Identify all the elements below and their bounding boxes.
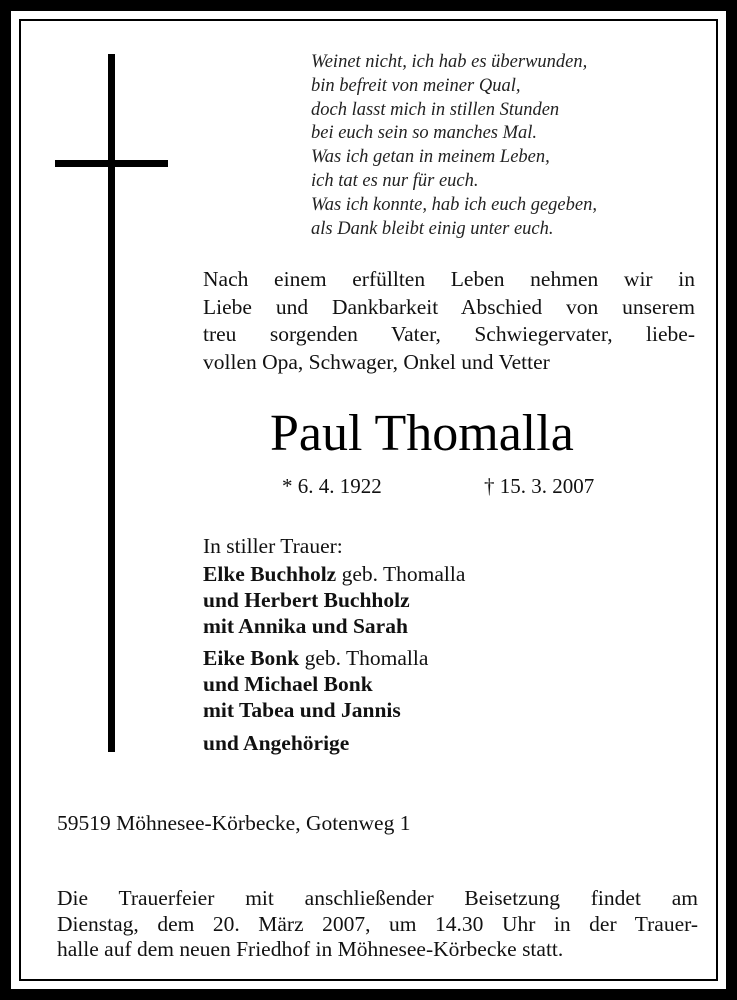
poem-line: Was ich konnte, hab ich euch gegeben, [311,194,597,215]
intro-paragraph [203,266,695,376]
page-border [11,11,726,989]
poem-line: bei euch sein so manches Mal. [311,123,538,144]
death-date: † 15. 3. 2007 [484,474,595,498]
mourner-line [203,613,408,639]
intro-line: vollen Opa, Schwager, Onkel und Vetter [203,349,550,374]
birth-date: * 6. 4. 1922 [282,474,382,498]
mourners-heading: In stiller Trauer: [203,534,343,558]
cross-icon-horizontal-bar [55,160,168,167]
mourner-partner: und Michael Bonk [203,672,373,696]
mourner-children: mit Tabea und Jannis [203,698,401,722]
poem-line: Was ich getan in meinem Leben, [311,147,550,168]
poem-line: Weinet nicht, ich hab es überwunden, [311,52,588,72]
mourner-line [203,730,349,756]
intro-line: treu sorgenden Vater, Schwiegervater, liebe- [203,322,695,346]
funeral-notice [57,886,698,963]
mourner-children: mit Annika und Sarah [203,614,408,638]
mourner-partner: und Herbert Buchholz [203,588,410,612]
funeral-line: Die Trauerfeier mit anschließender Beisetzung findet am [57,886,698,910]
obituary-notice [19,19,718,981]
mourner-name: Eike Bonk [203,646,300,670]
mourner-line [203,561,465,587]
memorial-poem [311,51,711,241]
intro-line: Liebe und Dankbarkeit Abschied von unserem [203,294,695,319]
mourner-name: Elke Buchholz [203,562,337,586]
mourner-line [203,645,428,671]
intro-line: Nach einem erfüllten Leben nehmen wir in [203,267,695,291]
cross-icon-vertical-bar [108,54,115,752]
poem-line: ich tat es nur für euch. [311,170,479,191]
poem-line: als Dank bleibt einig unter euch. [311,218,554,239]
deceased-name: Paul Thomalla [270,405,574,462]
mourner-line [203,697,401,723]
poem-line: bin befreit von meiner Qual, [311,75,521,96]
funeral-line: halle auf dem neuen Friedhof in Möhnesee-Körbecke statt. [57,937,564,961]
funeral-line: Dienstag, dem 20. März 2007, um 14.30 Uhr in der Trauer- [57,911,698,936]
address: 59519 Möhnesee-Körbecke, Gotenweg 1 [57,811,411,835]
mourner-line [203,587,410,613]
relatives: und Angehörige [203,731,350,755]
maiden-name: geb. Thomalla [299,646,429,670]
maiden-name: geb. Thomalla [336,562,466,586]
mourner-line [203,671,373,697]
poem-line: doch lasst mich in stillen Stunden [311,99,560,120]
